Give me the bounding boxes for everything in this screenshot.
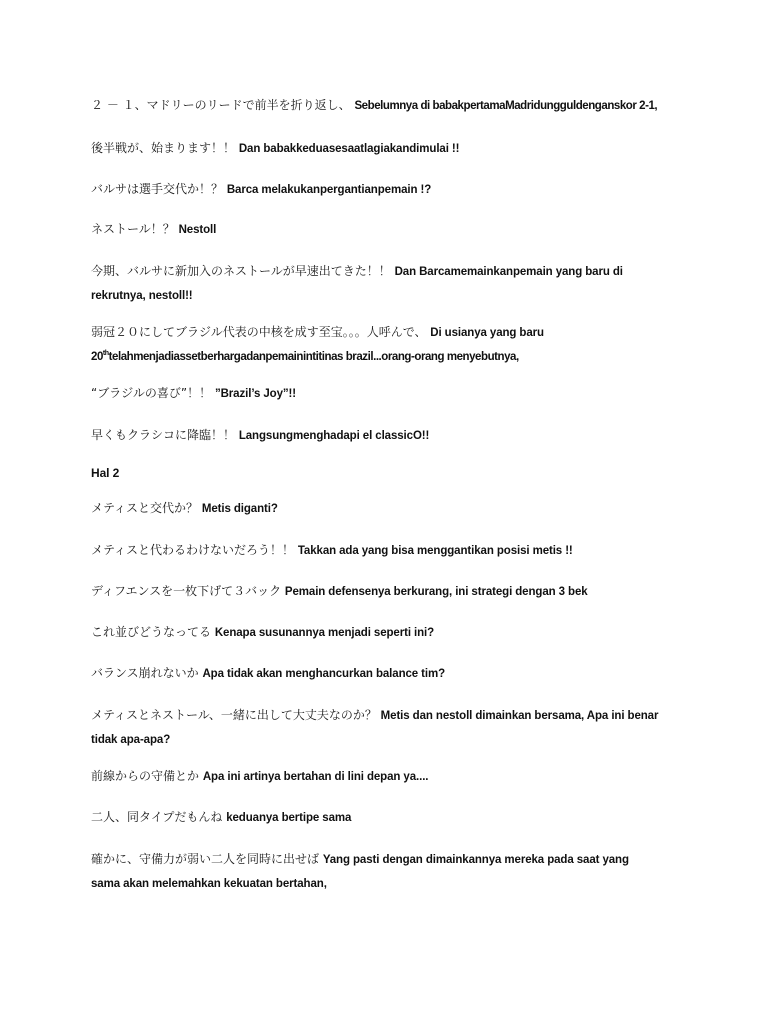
text-line-6-cont [91,345,691,368]
text-line-3 [91,178,691,201]
text-line-12 [91,621,691,644]
japanese-text: 前線からの守備とか [91,769,203,783]
japanese-text: メティスと代わるわけないだろう！！ [91,543,298,557]
translation-text-cont: rekrutnya, nestoll!! [91,290,193,302]
translation-text-cont: tidak apa-apa? [91,734,171,746]
japanese-text: 二人、同タイプだもんね [91,810,227,824]
translation-text: Metis dan nestoll dimainkan bersama, Apa ini benar [380,710,659,722]
japanese-text: バランス崩れないか [91,666,203,680]
japanese-text: 今期、バルサに新加入のネストールが早速出てきた！！ [91,264,395,278]
text-line-4 [91,218,691,241]
japanese-text: ディフエンスを一枚下げて３バック [91,584,285,598]
japanese-text: ２ － １、マドリーのリードで前半を折り返し、 [91,98,355,112]
japanese-text: 弱冠２０にしてブラジル代表の中核を成す至宝。。。人呼んで、 [91,325,431,339]
translation-text: Dan babakkeduasesaatlagiakandimulai !! [238,143,460,155]
text-line-10 [91,539,691,562]
japanese-text: 後半戦が、始まります！！ [91,141,239,155]
translation-text: Apa ini artinya bertahan di lini depan ya.... [202,771,429,783]
text-line-14-cont [91,728,691,751]
text-line-7 [91,382,691,405]
translation-text: Kenapa susunannya menjadi seperti ini? [214,627,435,639]
japanese-text: バルサは選手交代か！？ [91,182,227,196]
ordinal-number: 20 [91,351,103,363]
japanese-text: これ並びどうなってる [91,625,215,639]
translation-text: Langsungmenghadapi el classicO!! [238,430,430,442]
translation-text-cont: sama akan melemahkan kekuatan bertahan, [91,878,327,890]
translation-text: Nestoll [178,224,217,236]
translation-text: Sebelumnya di babakpertamaMadridungguldenganskor 2-1, [354,100,658,112]
heading-text: Hal 2 [91,466,120,480]
japanese-text: メティスとネストール、一緒に出して大丈夫なのか？ [91,708,381,722]
text-line-14 [91,704,691,727]
text-line-17 [91,848,691,871]
text-line-5-cont [91,284,691,307]
translation-text: Metis diganti? [201,503,278,515]
japanese-text: ネストール！？ [91,222,179,236]
text-line-17-cont [91,872,691,895]
japanese-text: メティスと交代か？ [91,501,202,515]
text-line-11 [91,580,691,603]
translation-text: Barca melakukanpergantianpemain !? [226,184,432,196]
text-line-2 [91,137,691,160]
japanese-text: “ブラジルの喜び”！！ [91,386,215,400]
translation-text: Dan Barcamemainkanpemain yang baru di [394,266,623,278]
japanese-text: 早くもクラシコに降臨！！ [91,428,239,442]
text-line-8 [91,424,691,447]
text-line-1 [91,94,691,117]
translation-text: Takkan ada yang bisa menggantikan posisi metis !! [297,545,573,557]
translation-text: ”Brazil’s Joy”!! [214,388,297,400]
text-line-16 [91,806,691,829]
translation-text: Apa tidak akan menghancurkan balance tim? [202,668,446,680]
text-line-5 [91,260,691,283]
page-heading [91,462,691,484]
japanese-text: 確かに、守備力が弱い二人を同時に出せば [91,852,323,866]
text-line-9 [91,497,691,520]
ordinal-suffix: th [102,350,109,358]
translation-text: Di usianya yang baru [430,327,544,339]
translation-text-cont [91,351,519,363]
translation-text: Yang pasti dengan dimainkannya mereka pada saat yang [322,854,629,866]
translation-text: Pemain defensenya berkurang, ini strategi dengan 3 bek [284,586,588,598]
text-line-6 [91,321,691,344]
text-line-15 [91,765,691,788]
text-line-13 [91,662,691,685]
translation-text: keduanya bertipe sama [226,812,352,824]
translation-text-rest: telahmenjadiassetberhargadanpemainintitinas brazil...orang-orang menyebutnya, [108,351,519,363]
